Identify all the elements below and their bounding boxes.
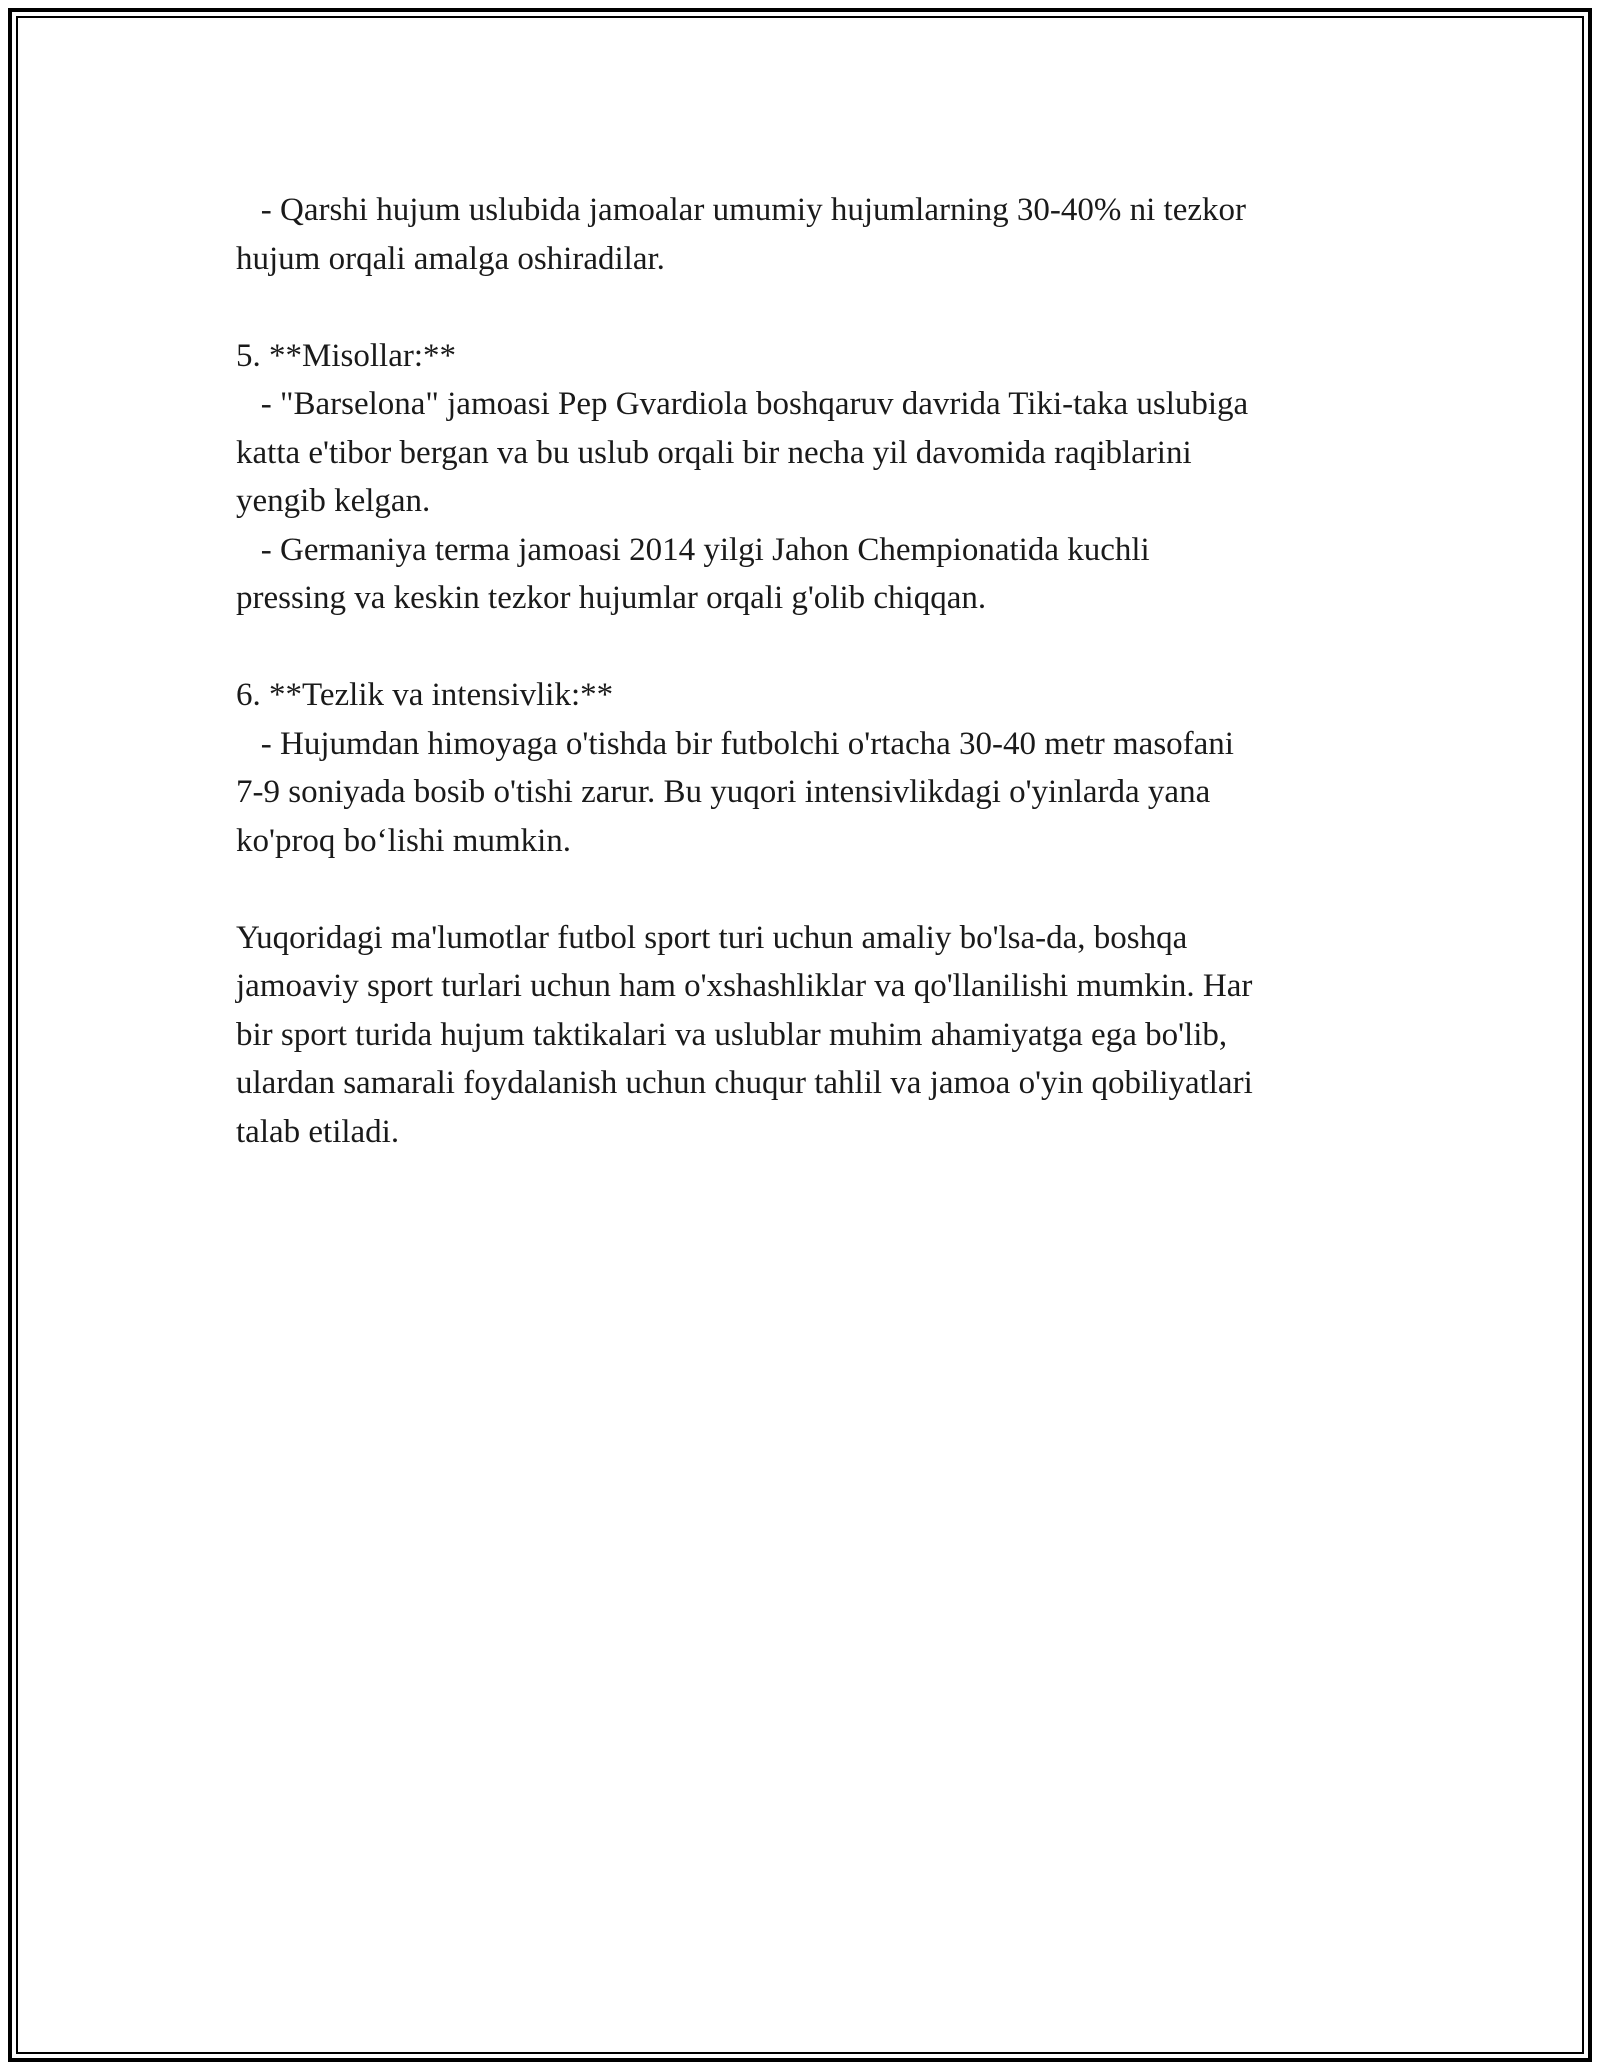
text-line: pressing va keskin tezkor hujumlar orqali g'olib chiqqan. [236, 580, 987, 616]
paragraph-counterattack-note [236, 186, 1376, 283]
text-line: yengib kelgan. [236, 483, 431, 519]
section-speed-intensity [236, 671, 1376, 865]
paragraph-gap [236, 623, 1376, 672]
text-line: ulardan samarali foydalanish uchun chuqur tahlil va jamoa o'yin qobiliyatlari [236, 1065, 1253, 1101]
document-body [236, 186, 1376, 1156]
text-line: hujum orqali amalga oshiradilar. [236, 240, 665, 277]
text-line: - Hujumdan himoyaga o'tishda bir futbolchi o'rtacha 30-40 metr masofani [236, 725, 1234, 762]
paragraph-gap [236, 283, 1376, 332]
text-line: - Germaniya terma jamoasi 2014 yilgi Jahon Chempionatida kuchli [236, 531, 1150, 568]
text-line: bir sport turida hujum taktikalari va uslublar muhim ahamiyatga ega bo'lib, [236, 1016, 1228, 1053]
text-line: talab etiladi. [236, 1113, 400, 1150]
section-heading: 5. **Misollar:** [236, 337, 456, 374]
text-line: - "Barselona" jamoasi Pep Gvardiola boshqaruv davrida Tiki-taka uslubiga [236, 386, 1249, 422]
section-examples [236, 332, 1376, 623]
text-line: ko'proq bo‘lishi mumkin. [236, 822, 572, 859]
paragraph-gap [236, 865, 1376, 914]
text-line: Yuqoridagi ma'lumotlar futbol sport turi uchun amaliy bo'lsa-da, boshqa [236, 919, 1188, 956]
text-line: jamoaviy sport turlari uchun ham o'xshashliklar va qo'llanilishi mumkin. Har [236, 968, 1253, 1004]
text-line: - Qarshi hujum uslubida jamoalar umumiy hujumlarning 30-40% ni tezkor [236, 192, 1246, 228]
section-heading: 6. **Tezlik va intensivlik:** [236, 677, 614, 713]
paragraph-conclusion [236, 914, 1376, 1157]
text-line: 7-9 soniyada bosib o'tishi zarur. Bu yuqori intensivlikdagi o'yinlarda yana [236, 774, 1211, 810]
text-line: katta e'tibor bergan va bu uslub orqali bir necha yil davomida raqiblarini [236, 434, 1192, 471]
